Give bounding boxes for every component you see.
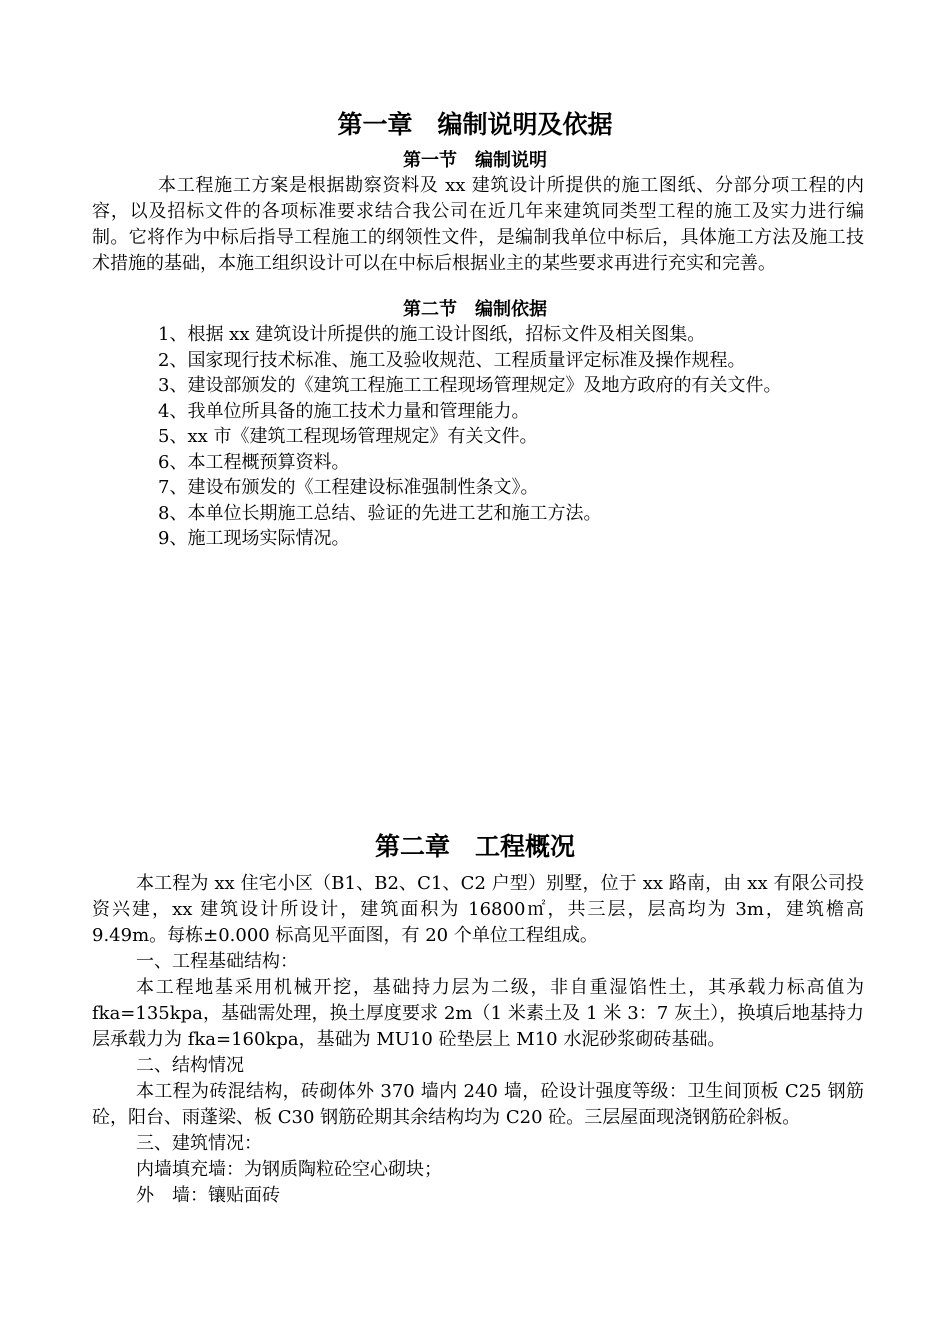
list-item: 5、xx 市《建筑工程现场管理规定》有关文件。 — [158, 426, 538, 447]
chapter2-title: 第二章 工程概况 — [374, 832, 575, 861]
foundation-text: 本工程地基采用机械开挖，基础持力层为二级，非自重湿馅性土，其承载力标高值为 fka=135kpa，基础需处理，换土厚度要求 2m（1 米素土及 1 米 3：7 灰土），换填后地基持力层承载力为 fka=160kpa，基础为 MU10 砼垫层上 M10 水泥砂浆砌砖基础。 — [92, 977, 864, 1050]
list-item: 9、施工现场实际情况。 — [158, 528, 350, 549]
interior-wall-line: 内墙填充墙：为钢质陶粒砼空心砌块； — [136, 1159, 442, 1180]
structure-text: 本工程为砖混结构，砖砌体外 370 墙内 240 墙，砼设计强度等级：卫生间顶板 C25 钢筋砼，阳台、雨蓬梁、板 C30 钢筋砼期其余结构均为 C20 砼。三层屋面现浇钢筋砼斜板。 — [92, 1081, 864, 1128]
chapter1-section1-paragraph: 本工程施工方案是根据勘察资料及 xx 建筑设计所提供的施工图纸、分部分项工程的内容，以及招标文件的各项标准要求结合我公司在近几年来建筑同类型工程的施工及实力进行编制。它将作为中标后指导工程施工的纲领性文件，是编制我单位中标后，具体施工方法及施工技术措施的基础，本施工组织设计可以在中标后根据业主的某些要求再进行充实和完善。 — [92, 175, 864, 274]
list-item: 3、建设部颁发的《建筑工程施工工程现场管理规定》及地方政府的有关文件。 — [158, 375, 782, 396]
structure-heading: 二、结构情况 — [136, 1055, 244, 1076]
list-item: 6、本工程概预算资料。 — [158, 451, 350, 473]
chapter2-intro: 本工程为 xx 住宅小区（B1、B2、C1、C2 户型）别墅，位于 xx 路南，由 xx 有限公司投资兴建，xx 建筑设计所设计，建筑面积为 16800㎡，共三层，层高均为 3m，建筑檐高 9.49m。每栋±0.000 标高见平面图，有 20 个单位工程组成。 — [92, 873, 864, 946]
foundation-heading: 一、工程基础结构： — [136, 951, 298, 972]
list-item: 2、国家现行技术标准、施工及验收规范、工程质量评定标准及操作规程。 — [158, 349, 746, 371]
chapter1-section1-title: 第一节 编制说明 — [403, 150, 547, 171]
exterior-wall-line: 外 墙：镶贴面砖 — [136, 1185, 280, 1206]
list-item: 8、本单位长期施工总结、验证的先进工艺和施工方法。 — [158, 502, 602, 524]
chapter2-body — [92, 871, 864, 1209]
list-item: 1、根据 xx 建筑设计所提供的施工设计图纸，招标文件及相关图集。 — [158, 324, 706, 345]
list-item: 7、建设布颁发的《工程建设标准强制性条文》。 — [158, 477, 539, 498]
chapter1-basis-list — [92, 322, 864, 552]
chapter1-section1-body — [92, 173, 864, 277]
chapter1-title: 第一章 编制说明及依据 — [337, 110, 613, 139]
architecture-heading: 三、建筑情况： — [136, 1133, 262, 1154]
list-item: 4、我单位所具备的施工技术力量和管理能力。 — [158, 400, 530, 422]
chapter1-section2-title: 第二节 编制依据 — [403, 299, 547, 320]
